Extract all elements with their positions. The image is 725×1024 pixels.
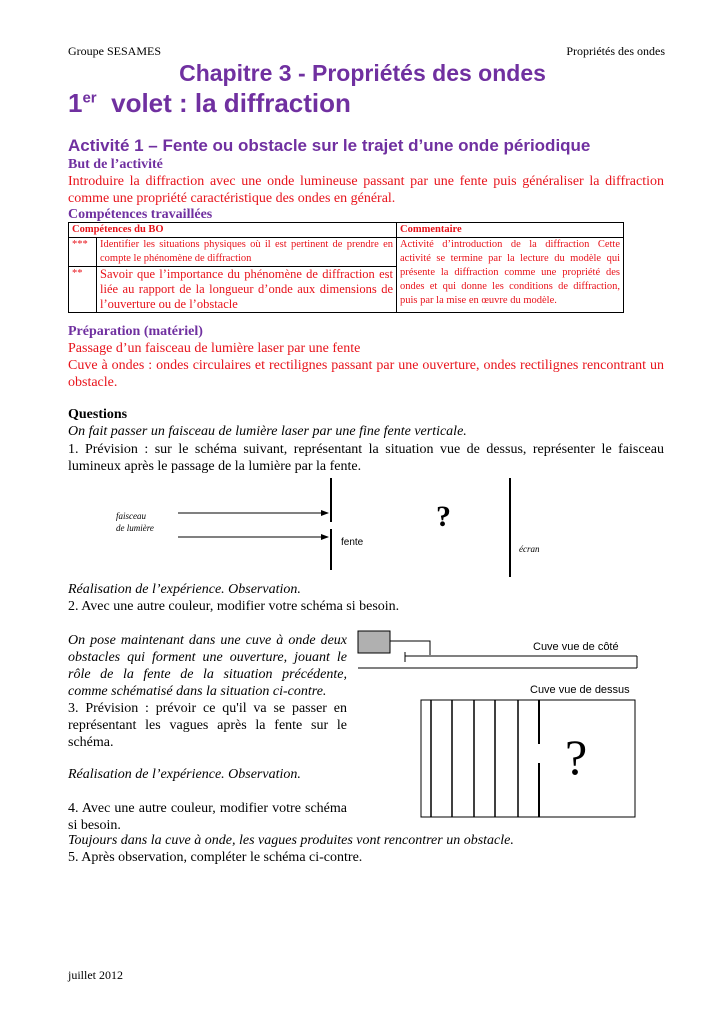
screen-label: écran bbox=[519, 544, 540, 554]
header-left: Groupe SESAMES bbox=[68, 44, 162, 58]
question-2: 2. Avec une autre couleur, modifier votre schéma si besoin. bbox=[68, 599, 400, 614]
table-comment: Activité d’introduction de la diffraction Cette activité se termine par la lecture du modèle qui présente la diffraction comme une propriété des ondes et qui donne les conditions de diffraction, puis par la mise en œuvre du modèle. bbox=[397, 238, 624, 313]
question-3: 3. Prévision : prévoir ce qu'il va se passer en représentant les vagues après la fente sur le schéma. bbox=[68, 701, 347, 750]
tank-top-view bbox=[420, 699, 640, 821]
skills-table bbox=[68, 222, 624, 313]
row2-text: Savoir que l’importance du phénomène de diffraction est liée au rapport de la longueur d’onde aux dimensions de l’ouverture ou de l’obstacle bbox=[97, 267, 397, 313]
volet-title: 1er volet : la diffraction bbox=[68, 88, 351, 118]
question-1: 1. Prévision : sur le schéma suivant, représentant la situation vue de dessus, représenter le faisceau lumineux après le passage de la lumière par la fente. bbox=[68, 442, 664, 474]
question-mark-1: ? bbox=[436, 500, 451, 533]
chapter-title: Chapitre 3 - Propriétés des ondes bbox=[179, 60, 546, 86]
realisation-1: Réalisation de l’expérience. Observation. bbox=[68, 582, 301, 597]
questions-heading: Questions bbox=[68, 407, 128, 422]
slit-diagram bbox=[110, 475, 570, 585]
preparation-line2: Cuve à ondes : ondes circulaires et rectilignes passant par une ouverture, ondes rectilignes rencontrant un obstacle. bbox=[68, 358, 664, 390]
header-right: Propriétés des ondes bbox=[566, 44, 665, 58]
skills-heading: Compétences travaillées bbox=[68, 207, 213, 222]
realisation-2: Réalisation de l’expérience. Observation. bbox=[68, 767, 301, 782]
table-header-bo: Compétences du BO bbox=[69, 223, 397, 238]
table-header-comment: Commentaire bbox=[397, 223, 624, 238]
preparation-line1: Passage d’un faisceau de lumière laser par une fente bbox=[68, 341, 361, 356]
footer-date: juillet 2012 bbox=[68, 968, 123, 982]
question-mark-2: ? bbox=[565, 729, 588, 785]
goal-heading: But de l’activité bbox=[68, 157, 163, 172]
question-4: 4. Avec une autre couleur, modifier votre schéma si besoin. bbox=[68, 801, 347, 833]
preparation-heading: Préparation (matériel) bbox=[68, 324, 203, 339]
cuve-intro: On pose maintenant dans une cuve à onde deux obstacles qui forment une ouverture, jouant le rôle de la fente de la situation précédente, comme schématisé dans la situation ci-contre. bbox=[68, 633, 347, 699]
question-5: 5. Après observation, compléter le schéma ci-contre. bbox=[68, 850, 363, 865]
wave-generator bbox=[358, 631, 390, 653]
slit-label: fente bbox=[341, 537, 364, 548]
questions-intro: On fait passer un faisceau de lumière laser par une fine fente verticale. bbox=[68, 424, 467, 439]
tank-side-view bbox=[355, 628, 645, 673]
row2-mark: ** bbox=[69, 267, 97, 313]
goal-text: Introduire la diffraction avec une onde lumineuse passant par une fente puis généraliser la diffraction comme une propriété caractéristique des ondes en général. bbox=[68, 174, 664, 206]
row1-text: Identifier les situations physiques où il est pertinent de prendre en compte le phénomène de diffraction bbox=[97, 238, 397, 267]
side-view-label: Cuve vue de côté bbox=[533, 641, 619, 653]
row1-mark: *** bbox=[69, 238, 97, 267]
activity-title: Activité 1 – Fente ou obstacle sur le trajet d’une onde périodique bbox=[68, 136, 591, 155]
beam-label: faisceau de lumière bbox=[116, 511, 154, 533]
obstacle-intro: Toujours dans la cuve à onde, les vagues produites vont rencontrer un obstacle. bbox=[68, 833, 514, 848]
top-view-label: Cuve vue de dessus bbox=[530, 684, 630, 696]
